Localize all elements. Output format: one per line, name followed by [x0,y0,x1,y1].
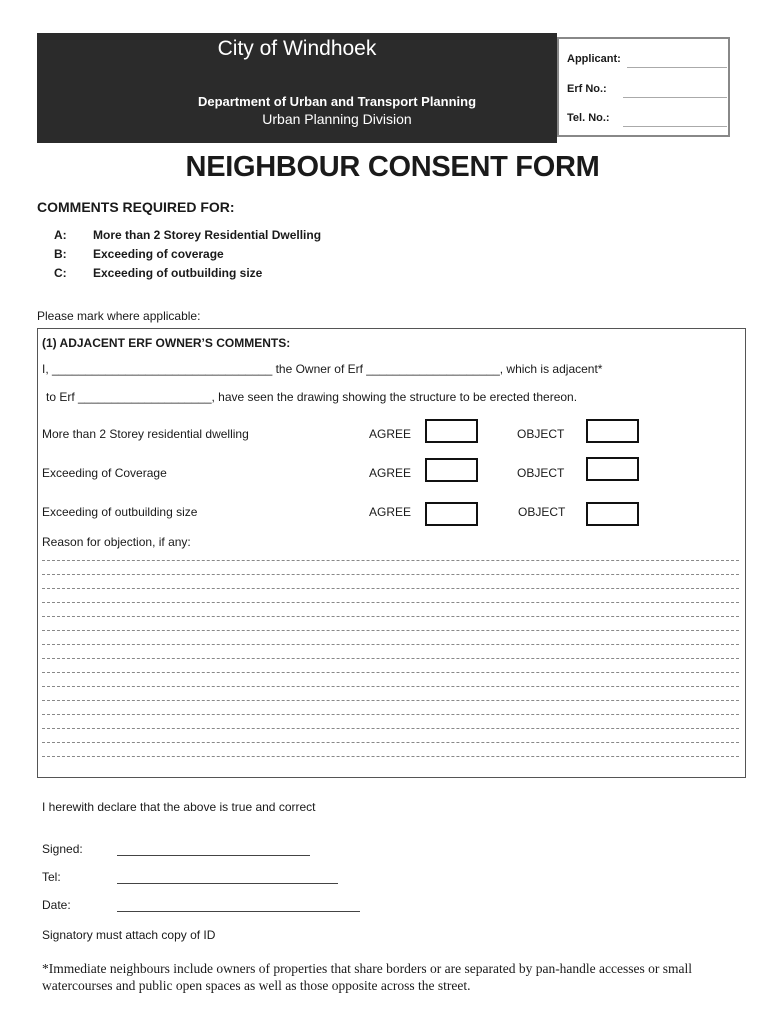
reason-line[interactable] [42,602,739,603]
department-name: Department of Urban and Transport Planning [197,94,477,109]
reason-line[interactable] [42,588,739,589]
reason-line[interactable] [42,714,739,715]
instruction-text: Please mark where applicable: [37,309,201,323]
requirements-heading: COMMENTS REQUIRED FOR: [37,199,235,215]
agree-checkbox-storey[interactable] [425,419,478,443]
agree-label: AGREE [369,427,412,441]
id-note: Signatory must attach copy of ID [42,928,216,942]
object-checkbox-storey[interactable] [586,419,639,443]
division-name: Urban Planning Division [262,111,412,127]
agree-label: AGREE [369,505,412,519]
page-title: NEIGHBOUR CONSENT FORM [185,151,600,183]
header-banner [37,33,557,143]
applicant-label: Applicant: [567,53,621,65]
object-checkbox-coverage[interactable] [586,457,639,481]
date-field[interactable] [117,911,360,912]
object-label: OBJECT [517,427,565,441]
requirement-letter: C: [54,266,67,280]
reason-line[interactable] [42,616,739,617]
reason-line[interactable] [42,574,739,575]
reason-line[interactable] [42,756,739,757]
footnote: *Immediate neighbours include owners of properties that share borders or are separated by pan-handle accesses or small watercourses and public open spaces as well as those opposite across the street. [42,961,693,993]
reason-line[interactable] [42,560,739,561]
object-label: OBJECT [518,505,566,519]
city-name: City of Windhoek [217,37,377,60]
requirement-text: Exceeding of coverage [93,247,224,261]
reason-line[interactable] [42,658,739,659]
tel-field-footer[interactable] [117,883,338,884]
erf-field[interactable] [623,97,727,98]
requirement-letter: B: [54,247,67,261]
agree-checkbox-coverage[interactable] [425,458,478,482]
tel-field[interactable] [623,126,727,127]
applicant-info-box [557,37,730,137]
consent-row-label: Exceeding of Coverage [42,466,167,480]
agree-label: AGREE [369,466,412,480]
erf-statement-line[interactable]: to Erf ____________________, have seen the drawing showing the structure to be erected thereon. [46,390,578,404]
reason-line[interactable] [42,644,739,645]
agree-checkbox-outbuilding[interactable] [425,502,478,526]
tel-label-footer: Tel: [42,870,61,884]
date-label: Date: [42,898,71,912]
reason-line[interactable] [42,728,739,729]
declaration-statement: I herewith declare that the above is true and correct [42,800,316,814]
reason-line[interactable] [42,630,739,631]
object-checkbox-outbuilding[interactable] [586,502,639,526]
reason-label: Reason for objection, if any: [42,535,191,549]
reason-line[interactable] [42,742,739,743]
signature-field[interactable] [117,855,310,856]
section-heading: (1) ADJACENT ERF OWNER’S COMMENTS: [42,336,291,350]
reason-line[interactable] [42,672,739,673]
requirement-text: More than 2 Storey Residential Dwelling [93,228,322,242]
signed-label: Signed: [42,842,83,856]
tel-label: Tel. No.: [567,112,610,124]
consent-row-label: More than 2 Storey residential dwelling [42,427,249,441]
owner-statement-line[interactable]: I, _________________________________ the Owner of Erf ____________________, which is adjacent* [42,362,603,376]
object-label: OBJECT [517,466,565,480]
reason-line[interactable] [42,700,739,701]
requirement-text: Exceeding of outbuilding size [93,266,263,280]
reason-line[interactable] [42,686,739,687]
applicant-field[interactable] [627,67,727,68]
requirement-letter: A: [54,228,67,242]
consent-row-label: Exceeding of outbuilding size [42,505,198,519]
erf-label: Erf No.: [567,83,607,95]
